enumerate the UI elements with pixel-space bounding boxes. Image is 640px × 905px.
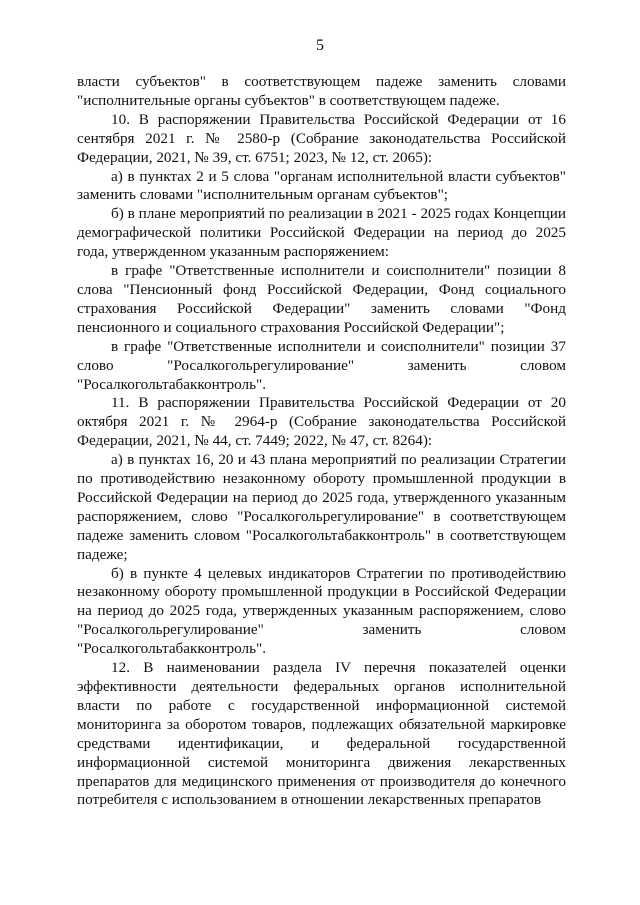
paragraph-item-11: 11. В распоряжении Правительства Российской Федерации от 20 октября 2021 г. № 2964-р (Собрание законодательства Российской Федерации, 2021, № 44, ст. 7449; 2022, № 47, ст. 8264): xyxy=(77,394,566,450)
paragraph-item-12: 12. В наименовании раздела IV перечня показателей оценки эффективности деятельности федеральных органов исполнительной власти по работе с государственной информационной системой мониторинга за оборотом товаров, подлежащих обязательной маркировке средствами идентификации, и федеральной государственной информационной системой мониторинга движения лекарственных препаратов для медицинского применения от производителя до конечного потребителя с использованием в отношении лекарственных препаратов xyxy=(77,659,566,809)
paragraph-item-10: 10. В распоряжении Правительства Российской Федерации от 16 сентября 2021 г. № 2580-р (Собрание законодательства Российской Федерации, 2021, № 39, ст. 6751; 2023, № 12, ст. 2065): xyxy=(77,110,566,166)
paragraph-continuation: власти субъектов" в соответствующем падеже заменить словами "исполнительные органы субъектов" в соответствующем падеже. xyxy=(77,73,566,109)
page-number: 5 xyxy=(316,37,324,54)
paragraph-item-10b-position-37: в графе "Ответственные исполнители и соисполнители" позиции 37 слово "Росалкогольрегулирование" заменить словом "Росалкогольтабакконтроль". xyxy=(77,337,566,393)
paragraph-item-11a: а) в пунктах 16, 20 и 43 плана мероприятий по реализации Стратегии по противодействию незаконному обороту промышленной продукции в Российской Федерации на период до 2025 года, утвержденного указанным распоряжением, слово "Росалкогольрегулирование" в соответствующем падеже заменить словом "Росалкогольтабакконтроль" в соответствующем падеже; xyxy=(77,451,566,563)
paragraph-item-10b: б) в плане мероприятий по реализации в 2021 - 2025 годах Концепции демографической политики Российской Федерации на период до 2025 года, утвержденном указанным распоряжением: xyxy=(77,205,566,261)
paragraph-item-10a: а) в пунктах 2 и 5 слова "органам исполнительной власти субъектов" заменить словами "исполнительным органам субъектов"; xyxy=(77,167,566,204)
paragraph-item-11b: б) в пункте 4 целевых индикаторов Стратегии по противодействию незаконному обороту промышленной продукции в Российской Федерации на период до 2025 года, утвержденных указанным распоряжением, слово "Росалкогольрегулирование" заменить словом "Росалкогольтабакконтроль". xyxy=(77,564,566,658)
paragraph-item-10b-position-8: в графе "Ответственные исполнители и соисполнители" позиции 8 слова "Пенсионный фонд Российской Федерации, Фонд социального страхования Российской Федерации" заменить словами "Фонд пенсионного и социального страхования Российской Федерации"; xyxy=(77,262,566,336)
document-body xyxy=(77,73,566,810)
